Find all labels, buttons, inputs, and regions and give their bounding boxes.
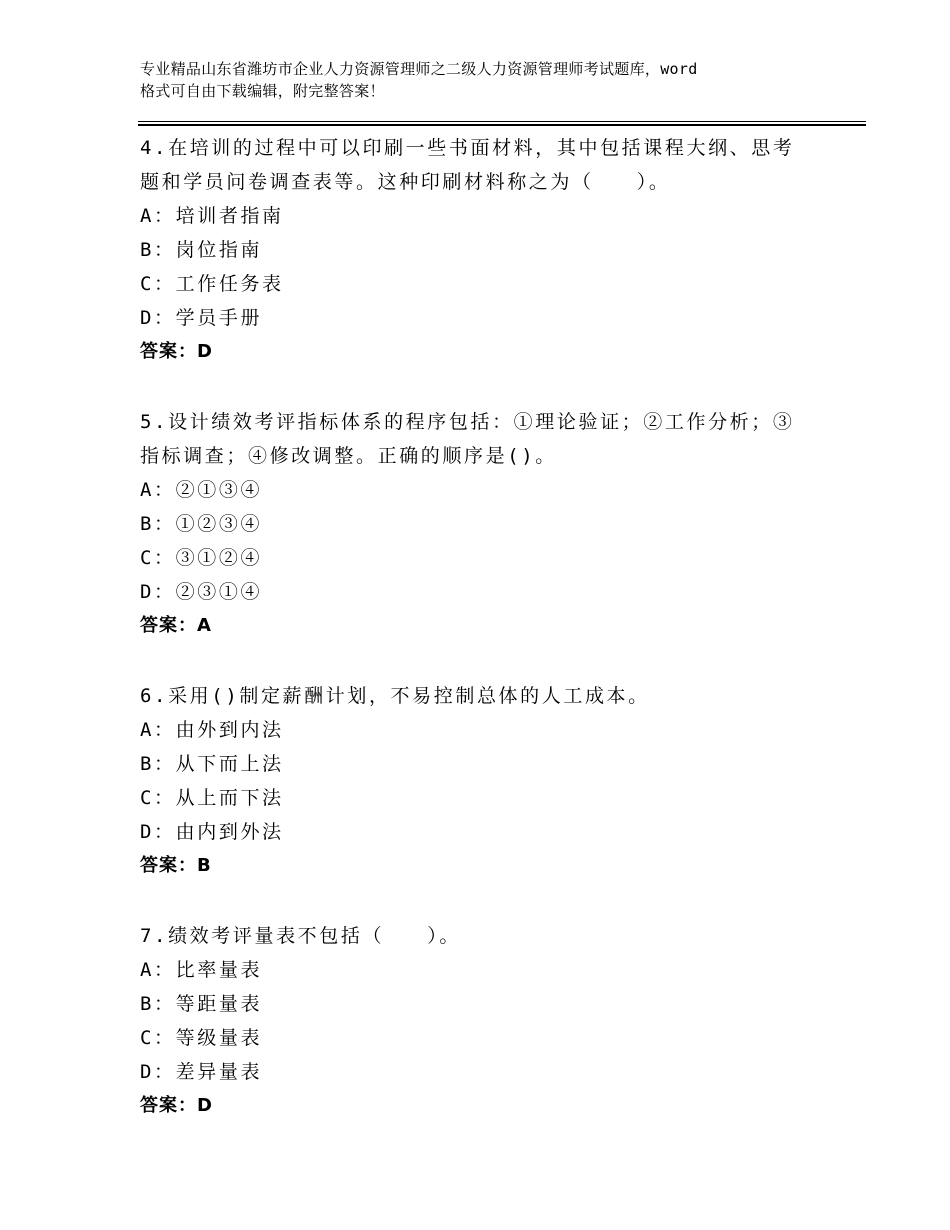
question-5 bbox=[140, 405, 840, 643]
header-title-line-1: 专业精品山东省潍坊市企业人力资源管理师之二级人力资源管理师考试题库，word bbox=[140, 60, 698, 78]
question-stem-line-2: 指标调查；④修改调整。正确的顺序是()。 bbox=[140, 445, 557, 467]
option-c: C：从上而下法 bbox=[140, 787, 284, 809]
question-stem-line-1: 6.采用()制定薪酬计划，不易控制总体的人工成本。 bbox=[140, 685, 650, 707]
answer: 答案：D bbox=[140, 1095, 213, 1116]
option-a: A：比率量表 bbox=[140, 959, 263, 981]
option-b: B：①②③④ bbox=[140, 513, 263, 535]
document-header bbox=[140, 58, 840, 102]
option-c: C：工作任务表 bbox=[140, 273, 284, 295]
header-title-line-2: 格式可自由下载编辑，附完整答案！ bbox=[140, 82, 385, 100]
header-divider-thin bbox=[138, 121, 866, 122]
answer: 答案：B bbox=[140, 855, 212, 876]
option-d: D：学员手册 bbox=[140, 307, 263, 329]
option-b: B：从下而上法 bbox=[140, 753, 284, 775]
option-d: D：差异量表 bbox=[140, 1061, 263, 1083]
option-c: C：等级量表 bbox=[140, 1027, 263, 1049]
option-b: B：岗位指南 bbox=[140, 239, 263, 261]
option-a: A：培训者指南 bbox=[140, 205, 284, 227]
question-stem bbox=[140, 405, 840, 473]
question-stem-line-1: 7.绩效考评量表不包括（ ）。 bbox=[140, 925, 461, 947]
option-d: D：②③①④ bbox=[140, 581, 263, 603]
header-divider bbox=[138, 121, 866, 126]
question-stem-line-2: 题和学员问卷调查表等。这种印刷材料称之为（ ）。 bbox=[140, 171, 671, 193]
header-divider-thick bbox=[138, 124, 866, 126]
question-stem bbox=[140, 679, 840, 713]
question-7 bbox=[140, 919, 840, 1123]
question-list bbox=[140, 131, 840, 1159]
option-d: D：由内到外法 bbox=[140, 821, 284, 843]
option-a: A：由外到内法 bbox=[140, 719, 284, 741]
option-b: B：等距量表 bbox=[140, 993, 263, 1015]
question-6 bbox=[140, 679, 840, 883]
option-c: C：③①②④ bbox=[140, 547, 263, 569]
question-stem-line-1: 5.设计绩效考评指标体系的程序包括：①理论验证；②工作分析；③ bbox=[140, 411, 795, 433]
option-a: A：②①③④ bbox=[140, 479, 263, 501]
question-stem bbox=[140, 131, 840, 199]
answer: 答案：A bbox=[140, 615, 212, 636]
question-stem bbox=[140, 919, 840, 953]
answer: 答案：D bbox=[140, 341, 213, 362]
question-stem-line-1: 4.在培训的过程中可以印刷一些书面材料，其中包括课程大纲、思考 bbox=[140, 137, 795, 159]
question-4 bbox=[140, 131, 840, 369]
